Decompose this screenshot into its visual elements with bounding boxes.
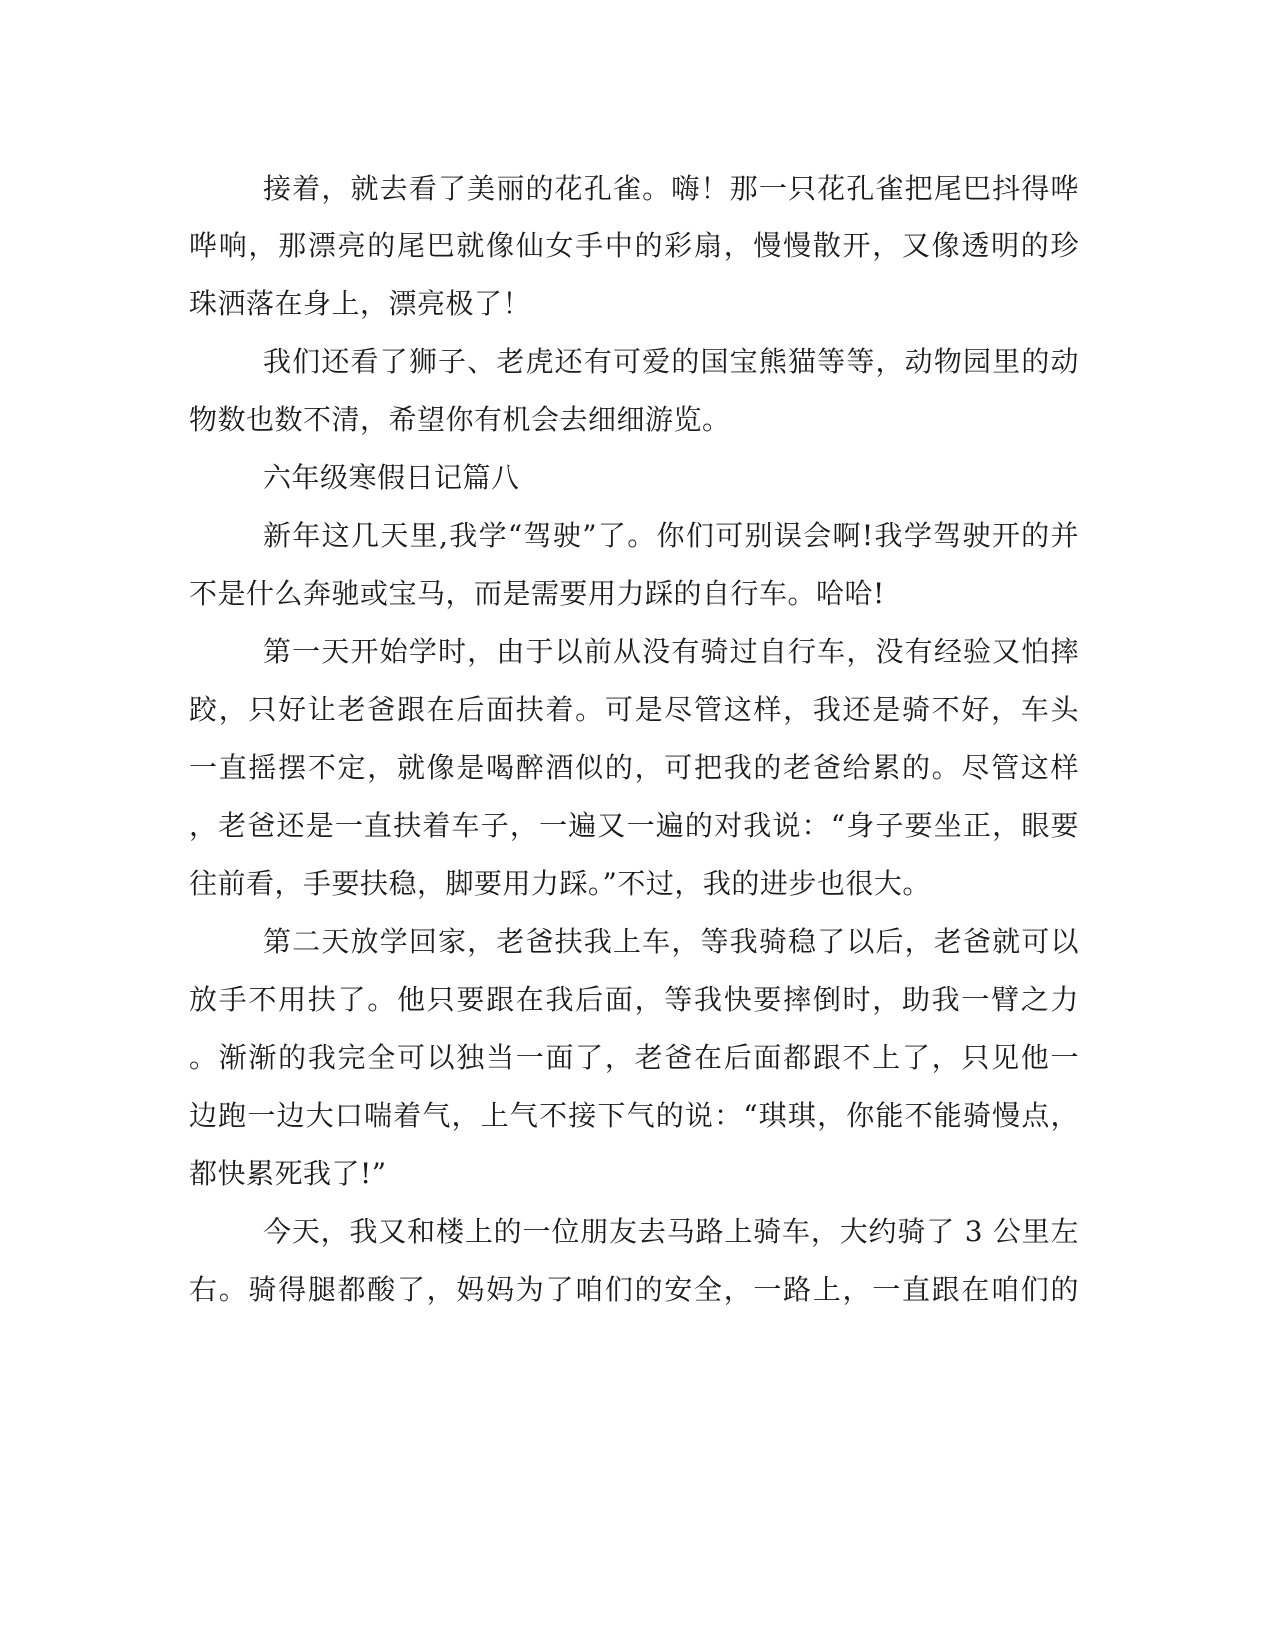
text-line: 珠洒落在身上，漂亮极了！: [189, 287, 532, 320]
text-line: 边跑一边大口喘着气，上气不接下气的说：“琪琪，你能不能骑慢点，: [189, 1099, 1079, 1132]
text-line: 我们还看了狮子、老虎还有可爱的国宝熊猫等等，动物园里的动: [263, 345, 1079, 378]
section-heading: 六年级寒假日记篇八: [263, 461, 520, 494]
text-line: 跤，只好让老爸跟在后面扶着。可是尽管这样，我还是骑不好，车头: [189, 693, 1079, 726]
text-line: 放手不用扶了。他只要跟在我后面，等我快要摔倒时，助我一臂之力: [189, 983, 1079, 1016]
text-line: 不是什么奔驰或宝马，而是需要用力踩的自行车。哈哈!: [189, 577, 885, 610]
text-line: 哗响，那漂亮的尾巴就像仙女手中的彩扇，慢慢散开，又像透明的珍: [189, 229, 1079, 262]
text-line: ，老爸还是一直扶着车子，一遍又一遍的对我说：“身子要坐正，眼要: [189, 809, 1079, 842]
text-line: 。渐渐的我完全可以独当一面了，老爸在后面都跟不上了，只见他一: [189, 1041, 1079, 1074]
text-line: 一直摇摆不定，就像是喝醉酒似的，可把我的老爸给累的。尽管这样: [189, 751, 1079, 784]
text-line: 今天，我又和楼上的一位朋友去马路上骑车，大约骑了 3 公里左: [263, 1215, 1079, 1248]
text-line: 物数也数不清，希望你有机会去细细游览。: [189, 403, 731, 436]
text-line: 新年这几天里,我学“驾驶”了。你们可别误会啊!我学驾驶开的并: [263, 519, 1079, 552]
text-line: 都快累死我了!”: [189, 1157, 387, 1190]
text-line: 第二天放学回家，老爸扶我上车，等我骑稳了以后，老爸就可以: [263, 925, 1079, 958]
text-line: 第一天开始学时，由于以前从没有骑过自行车，没有经验又怕摔: [263, 635, 1079, 668]
text-line: 往前看，手要扶稳，脚要用力踩。”不过，我的进步也很大。: [189, 867, 931, 900]
text-line: 右。骑得腿都酸了，妈妈为了咱们的安全，一路上，一直跟在咱们的: [189, 1273, 1079, 1306]
text-line: 接着，就去看了美丽的花孔雀。嗨！那一只花孔雀把尾巴抖得哗: [263, 172, 1079, 205]
